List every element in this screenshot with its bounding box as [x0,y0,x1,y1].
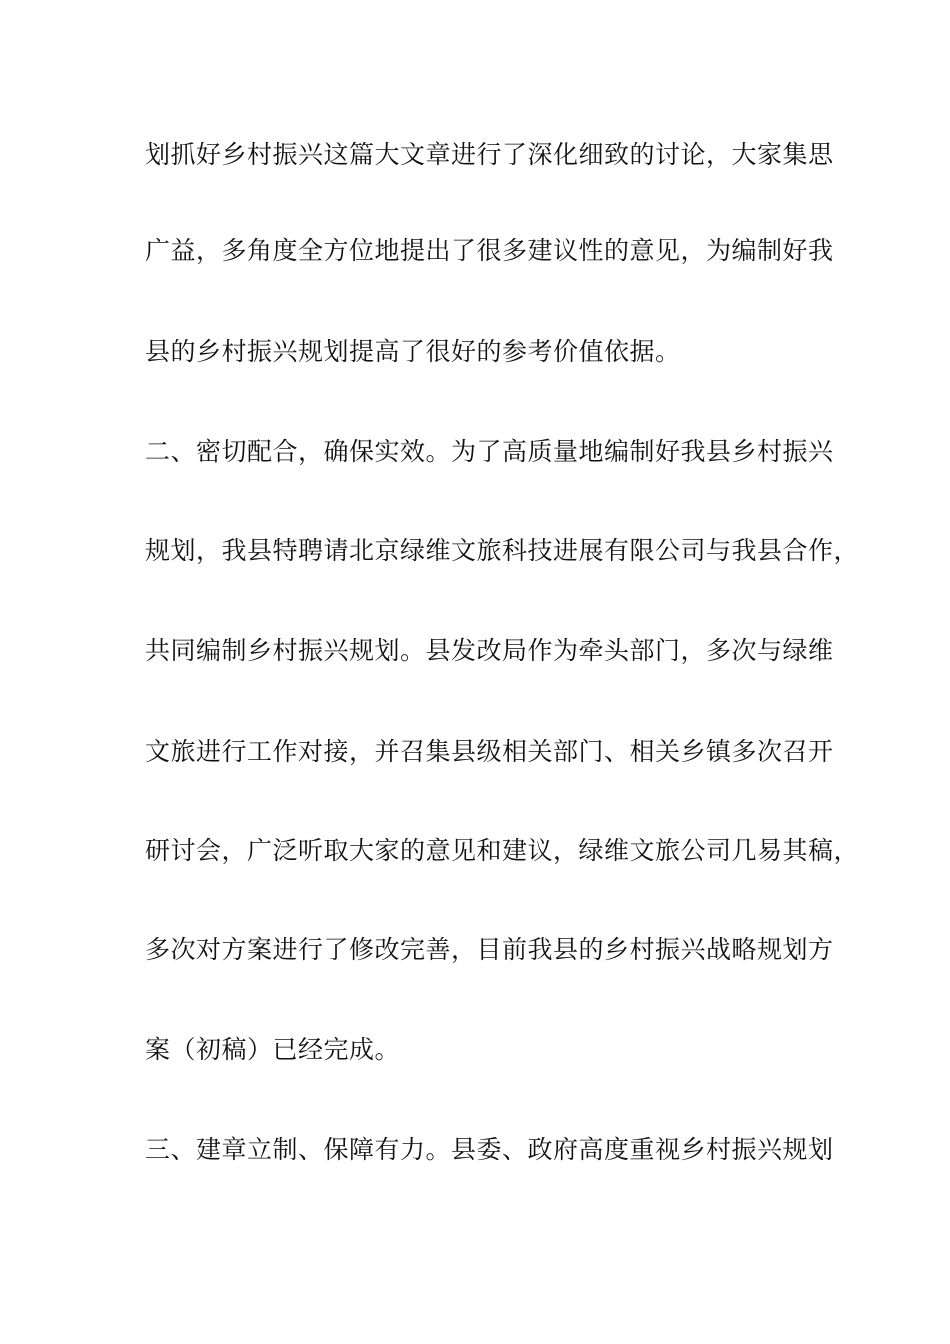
section-heading-3: 三、建章立制、保障有力。县委、政府高度重视乡村振兴规划 [145,1135,834,1164]
body-text-line: 案（初稿）已经完成。 [145,1035,401,1064]
body-text-line: 文旅进行工作对接，并召集县级相关部门、相关乡镇多次召开 [145,737,834,766]
body-text-line: 广益，多角度全方位地提出了很多建议性的意见，为编制好我 [145,236,834,265]
body-text-line: 规划，我县特聘请北京绿维文旅科技进展有限公司与我县合作， [145,536,860,565]
section-heading-2: 二、密切配合，确保实效。为了高质量地编制好我县乡村振兴 [145,437,834,466]
body-text-line: 共同编制乡村振兴规划。县发改局作为牵头部门，多次与绿维 [145,636,834,665]
body-text-line: 多次对方案进行了修改完善，目前我县的乡村振兴战略规划方 [145,935,834,964]
body-text-line: 县的乡村振兴规划提高了很好的参考价值依据。 [145,337,681,366]
body-text-line: 研讨会，广泛听取大家的意见和建议，绿维文旅公司几易其稿， [145,836,860,865]
body-text-line: 划抓好乡村振兴这篇大文章进行了深化细致的讨论，大家集思 [145,140,834,169]
